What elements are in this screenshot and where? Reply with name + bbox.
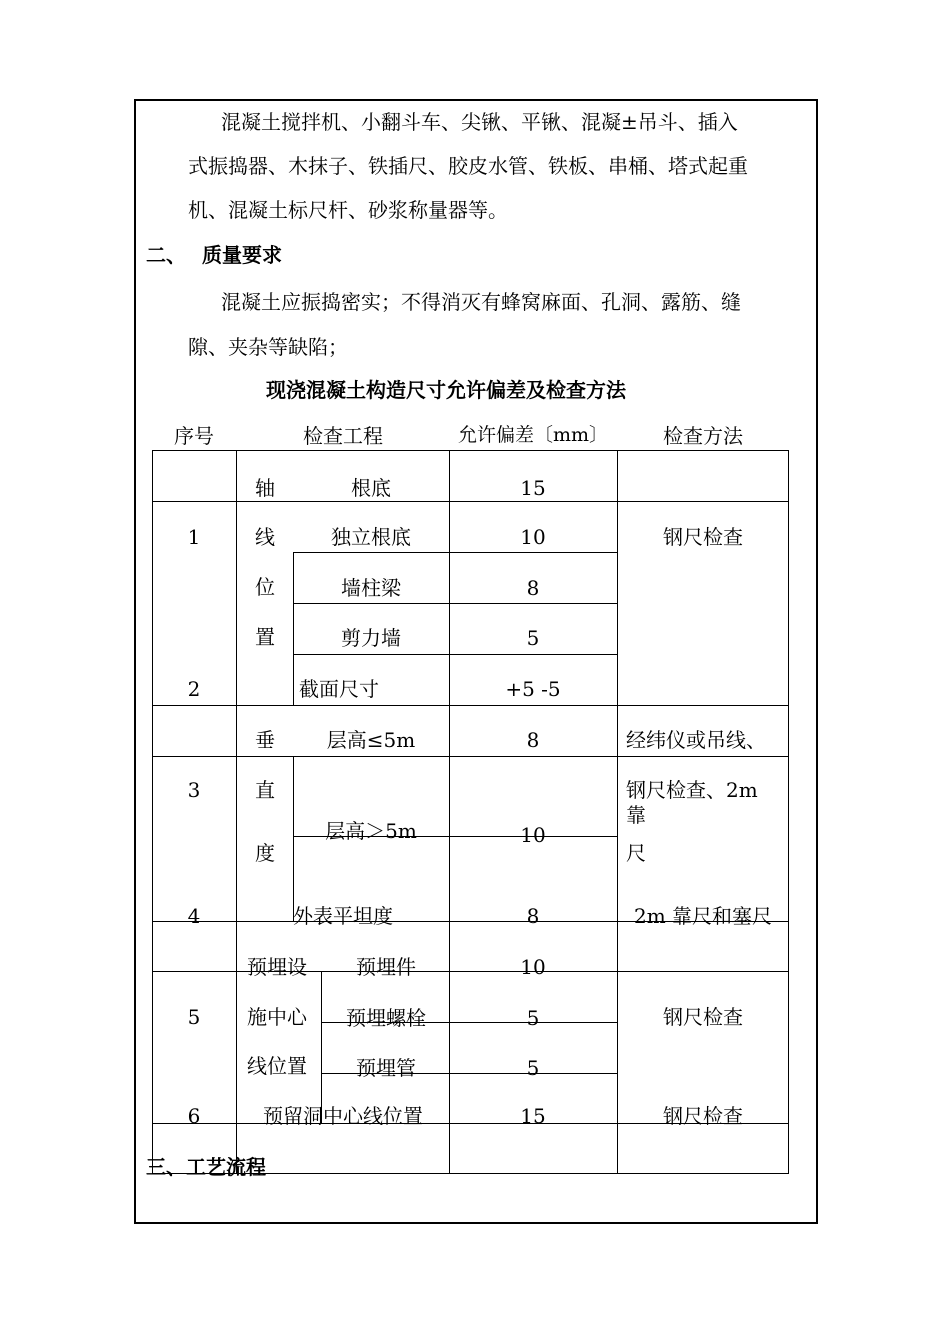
quality-para-line-1: 混凝土应振捣密实；不得消灭有蜂窝麻面、孔洞、露筋、缝 — [221, 290, 741, 314]
axis-label-4: 置 — [255, 625, 275, 649]
cell-base: 根底 — [351, 476, 391, 500]
cell-reserved-hole-tolerance: 15 — [520, 1104, 546, 1128]
section-3-title: 三、工艺流程 — [146, 1155, 266, 1179]
cell-method-3-line-1: 经纬仪或吊线、 — [626, 728, 766, 752]
header-method: 检查方法 — [663, 424, 743, 448]
cell-section-size: 截面尺寸 — [299, 677, 379, 701]
cell-surface-flatness: 外表平坦度 — [293, 904, 393, 928]
cell-embedded-bolt-tolerance: 5 — [526, 1006, 540, 1030]
cell-shear-wall-tolerance: 5 — [526, 626, 540, 650]
cell-height-le-5m: 层高≤5m — [326, 728, 416, 752]
header-item: 检查工程 — [303, 424, 383, 448]
cell-base-tolerance: 15 — [520, 476, 546, 500]
cell-method-5: 钢尺检查 — [663, 1005, 743, 1029]
cell-method-1: 钢尺检查 — [663, 525, 743, 549]
table-title: 现浇混凝土构造尺寸允许偏差及检查方法 — [266, 378, 626, 402]
vert-label-2: 直 — [255, 778, 275, 802]
tools-line-1: 混凝土搅拌机、小翻斗车、尖锹、平锹、混凝±吊斗、插入 — [221, 110, 738, 134]
cell-independent-base: 独立根底 — [331, 525, 411, 549]
cell-embedded-part-tolerance: 10 — [520, 955, 546, 979]
seq-6: 6 — [187, 1104, 201, 1128]
cell-independent-base-tolerance: 10 — [520, 525, 546, 549]
cell-wall-tolerance: 8 — [526, 576, 540, 600]
seq-1: 1 — [187, 525, 201, 549]
cell-height-gt-tolerance: 10 — [520, 823, 546, 847]
axis-label-1: 轴 — [255, 476, 275, 500]
header-seq: 序号 — [174, 424, 214, 448]
section-2-number: 二、 — [146, 243, 186, 267]
cell-embedded-part: 预埋件 — [356, 955, 416, 979]
cell-reserved-hole: 预留洞中心线位置 — [263, 1104, 423, 1128]
cell-height-gt-5m: 层高＞5m — [325, 819, 417, 843]
seq-4: 4 — [187, 904, 201, 928]
cell-shear-wall: 剪力墙 — [341, 626, 401, 650]
cell-method-6: 钢尺检查 — [663, 1104, 743, 1128]
quality-para-line-2: 隙、夹杂等缺陷； — [188, 335, 348, 359]
cell-embedded-pipe-tolerance: 5 — [526, 1056, 540, 1080]
cell-method-3-line-3: 靠 — [626, 803, 646, 827]
seq-2: 2 — [187, 677, 201, 701]
axis-label-3: 位 — [255, 575, 275, 599]
seq-3: 3 — [187, 778, 201, 802]
cell-section-tolerance: +5 -5 — [505, 677, 561, 701]
cell-flatness-tolerance: 8 — [526, 904, 540, 928]
cell-height-le-tolerance: 8 — [526, 728, 540, 752]
cell-embedded-bolt: 预埋螺栓 — [346, 1006, 426, 1030]
cell-method-4: 2m 靠尺和塞尺 — [633, 904, 773, 928]
cell-method-3-line-4: 尺 — [626, 841, 646, 865]
tools-line-2: 式振捣器、木抹子、铁插尺、胶皮水管、铁板、串桶、塔式起重 — [188, 154, 748, 178]
seq-5: 5 — [187, 1005, 201, 1029]
vert-label-3: 度 — [255, 841, 275, 865]
tools-line-3: 机、混凝土标尺杆、砂浆称量器等。 — [188, 198, 508, 222]
vert-label-1: 垂 — [255, 728, 275, 752]
section-2-title: 质量要求 — [202, 243, 282, 267]
cell-wall-column-beam: 墙柱梁 — [341, 576, 401, 600]
embed-label-3: 线位置 — [247, 1054, 307, 1078]
cell-method-3-line-2: 钢尺检查、2m — [626, 778, 758, 802]
embed-label-2: 施中心 — [247, 1005, 307, 1029]
embed-label-1: 预埋设 — [247, 955, 307, 979]
axis-label-2: 线 — [255, 525, 275, 549]
cell-embedded-pipe: 预埋管 — [356, 1056, 416, 1080]
header-tolerance: 允许偏差〔mm〕 — [457, 424, 609, 446]
